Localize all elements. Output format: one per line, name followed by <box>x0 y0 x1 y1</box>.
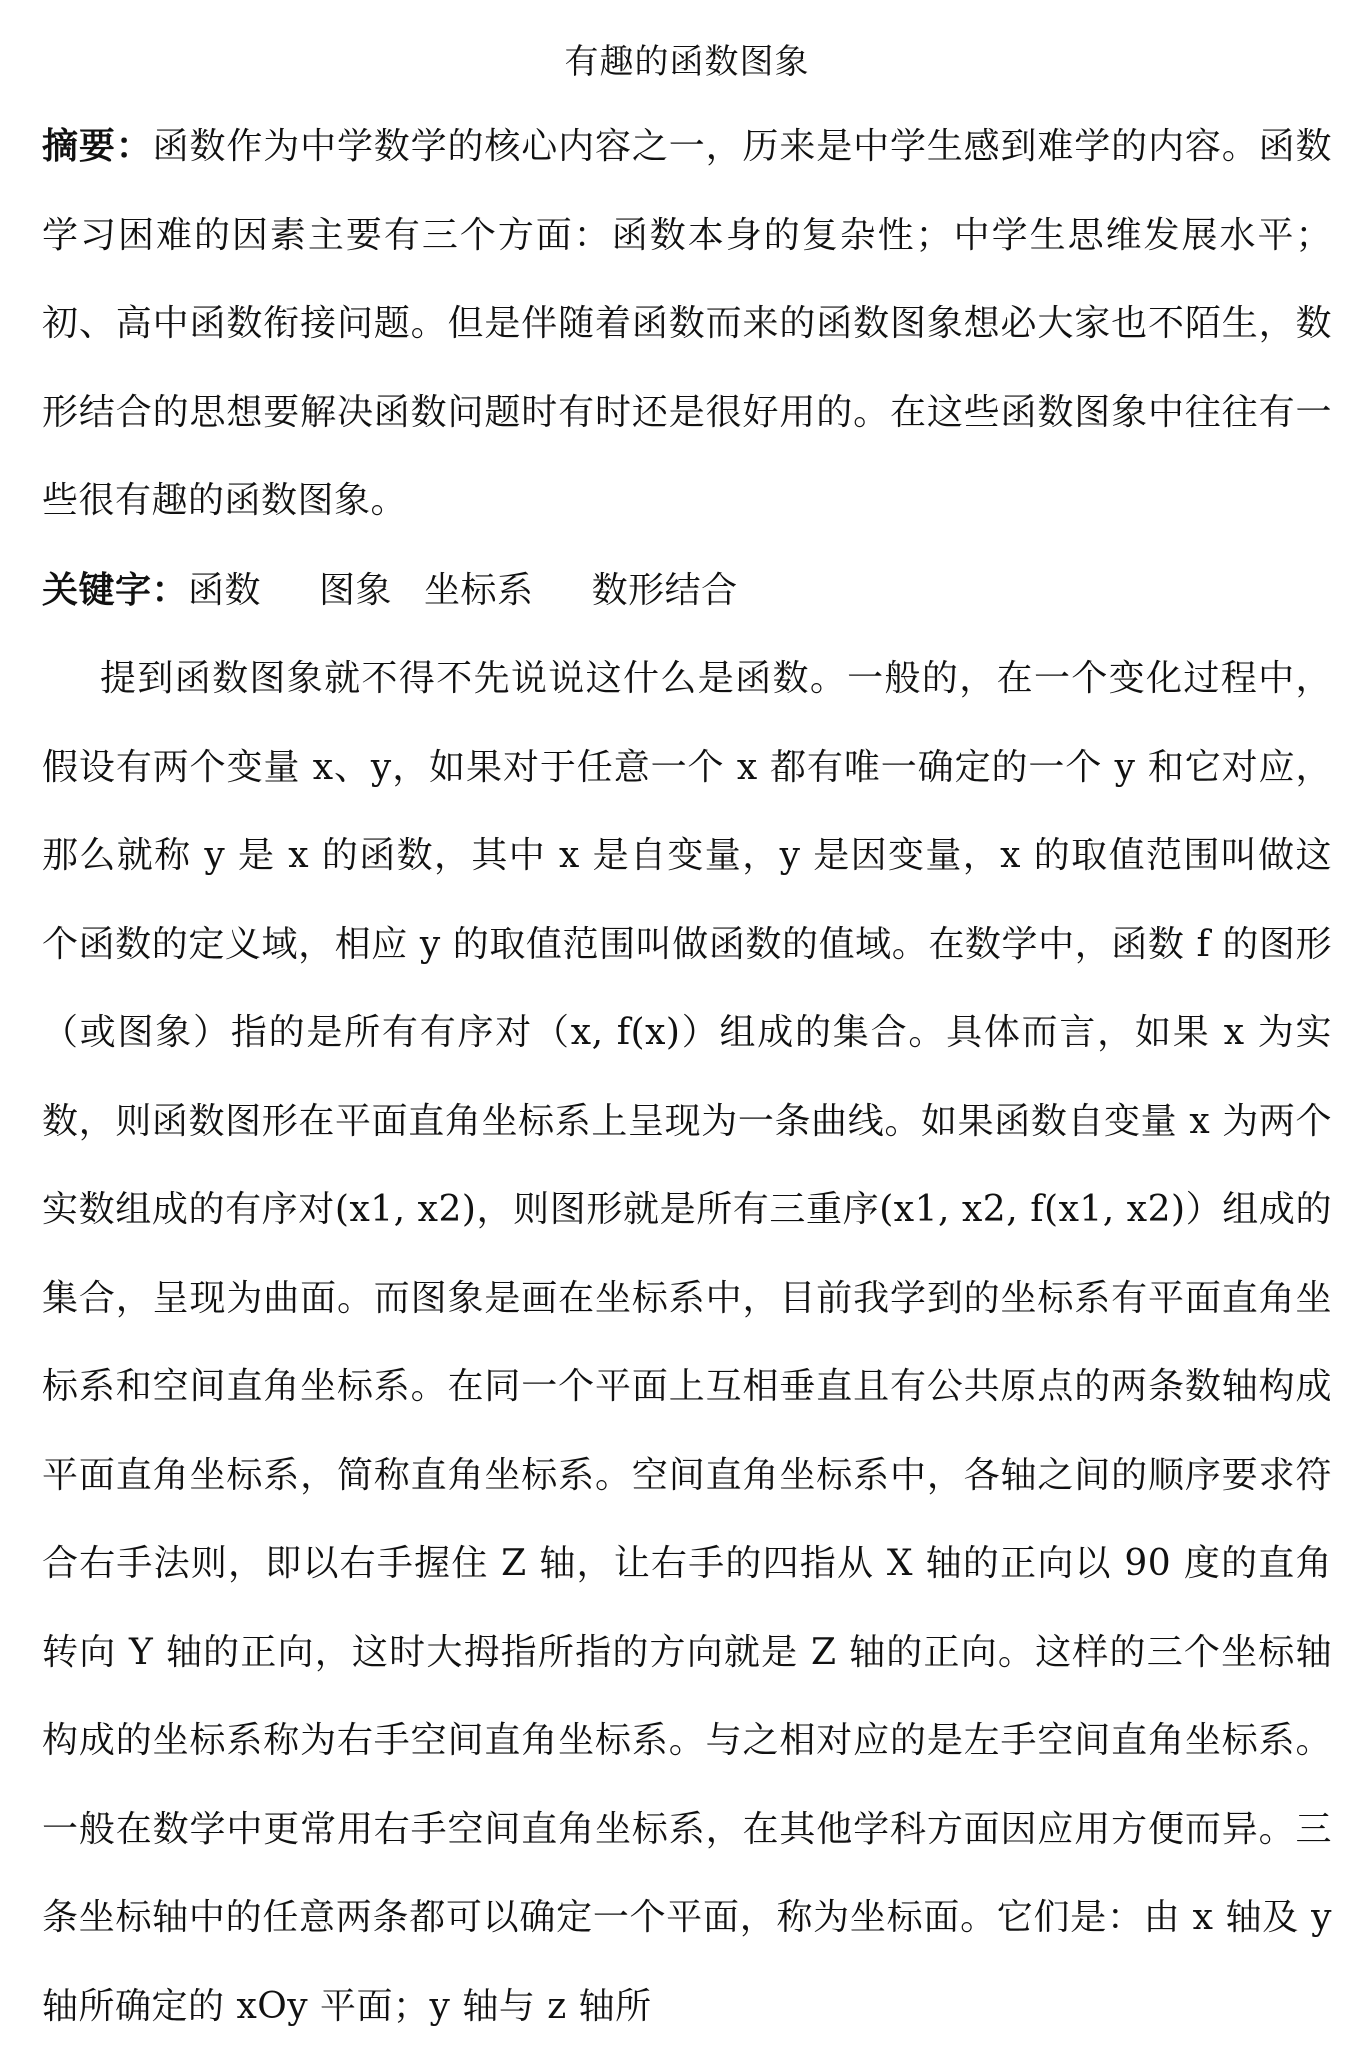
keywords-line <box>42 546 1332 636</box>
abstract-label: 摘要： <box>42 125 153 167</box>
abstract-text: 函数作为中学数学的核心内容之一，历来是中学生感到难学的内容。函数学习困难的因素主要有三个方面：函数本身的复杂性；中学生思维发展水平；初、高中函数衔接问题。但是伴随着函数而来的函数图象想必大家也不陌生，数形结合的思想要解决函数问题时有时还是很好用的。在这些函数图象中往往有一些很有趣的函数图象。 <box>42 126 1332 521</box>
keyword-item: 坐标系 <box>424 569 534 611</box>
document-page <box>42 30 1332 2051</box>
keyword-item: 函数 <box>188 569 262 611</box>
keyword-item: 图象 <box>319 569 393 611</box>
keyword-item: 数形结合 <box>591 569 738 611</box>
body-paragraph: 提到函数图象就不得不先说说这什么是函数。一般的，在一个变化过程中，假设有两个变量 x、y，如果对于任意一个 x 都有唯一确定的一个 y 和它对应，那么就称 y 是 x 的函数，其中 x 是自变量，y 是因变量，x 的取值范围叫做这个函数的定义域，相应 y 的取值范围叫做函数的值域。在数学中，函数 f 的图形（或图象）指的是所有有序对（x, f(x)）组成的集合。具体而言，如果 x 为实数，则函数图形在平面直角坐标系上呈现为一条曲线。如果函数自变量 x 为两个实数组成的有序对(x1, x2)，则图形就是所有三重序(x1, x2, f(x1, x2)）组成的集合，呈现为曲面。而图象是画在坐标系中，目前我学到的坐标系有平面直角坐标系和空间直角坐标系。在同一个平面上互相垂直且有公共原点的两条数轴构成平面直角坐标系，简称直角坐标系。空间直角坐标系中，各轴之间的顺序要求符合右手法则，即以右手握住 Z 轴，让右手的四指从 X 轴的正向以 90 度的直角转向 Y 轴的正向，这时大拇指所指的方向就是 Z 轴的正向。这样的三个坐标轴构成的坐标系称为右手空间直角坐标系。与之相对应的是左手空间直角坐标系。一般在数学中更常用右手空间直角坐标系，在其他学科方面因应用方便而异。三条坐标轴中的任意两条都可以确定一个平面，称为坐标面。它们是：由 x 轴及 y 轴所确定的 xOy 平面；y 轴与 z 轴所 <box>42 658 1332 2027</box>
document-title: 有趣的函数图象 <box>564 42 810 82</box>
abstract-paragraph <box>42 102 1332 546</box>
keywords-label: 关键字： <box>42 568 189 611</box>
